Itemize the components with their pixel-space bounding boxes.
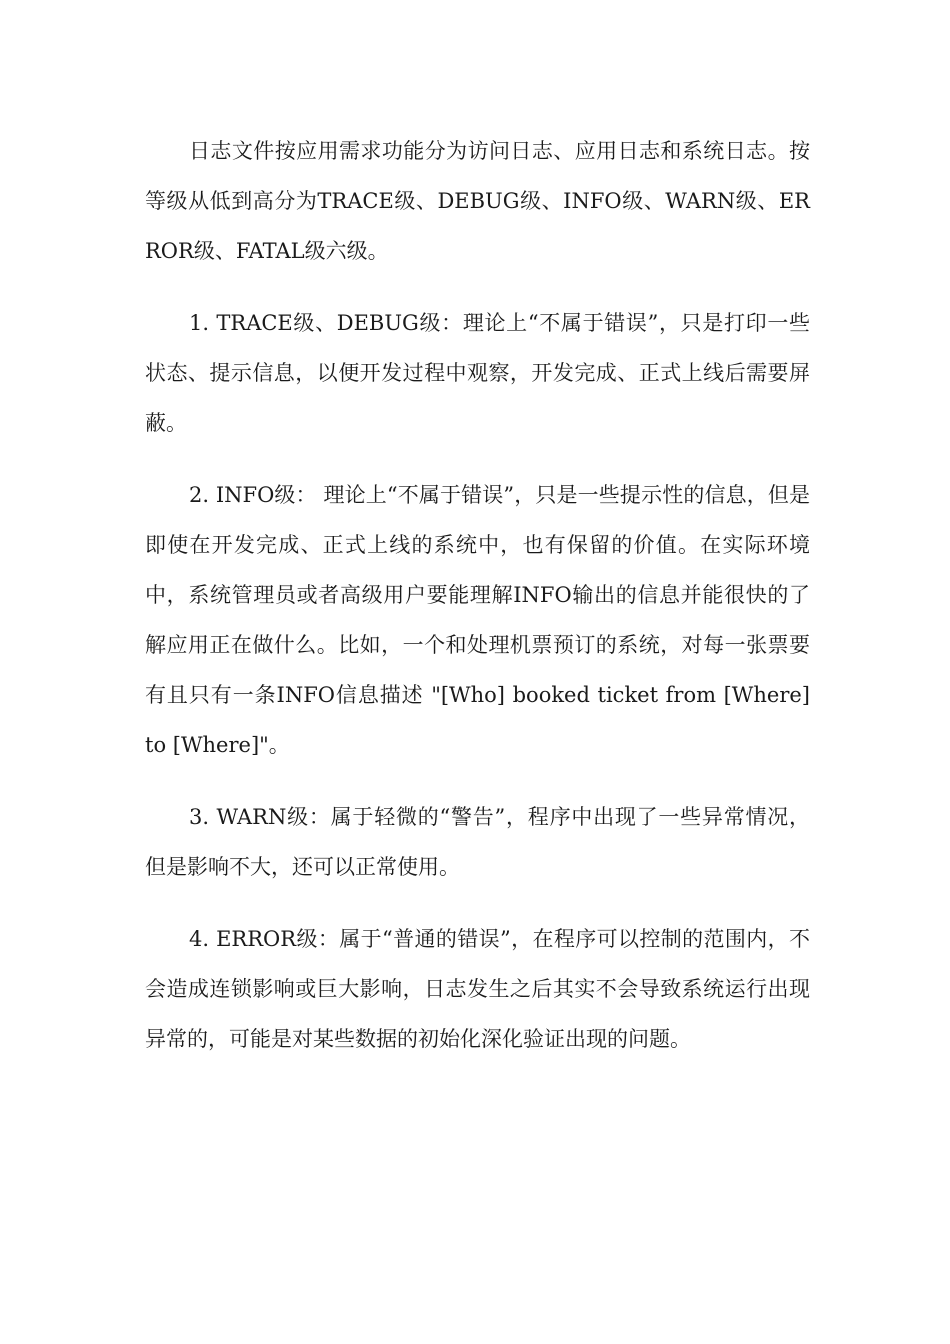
paragraph-trace-debug: 1. TRACE级、DEBUG级：理论上“不属于错误”，只是打印一些状态、提示信息，以便开发过程中观察，开发完成、正式上线后需要屏蔽。 [145,311,810,435]
paragraph-info: 2. INFO级： 理论上“不属于错误”，只是一些提示性的信息，但是即使在开发完成、正式上线的系统中，也有保留的价值。在实际环境中，系统管理员或者高级用户要能理解INFO输出的信息并能很快的了解应用正在做什么。比如，一个和处理机票预订的系统，对每一张票要有且只有一条INFO信息描述 "[Who] booked ticket from [Where] to [Where]"。 [145,483,810,757]
paragraph-intro: 日志文件按应用需求功能分为访问日志、应用日志和系统日志。按等级从低到高分为TRACE级、DEBUG级、INFO级、WARN级、ERROR级、FATAL级六级。 [145,139,810,263]
paragraph-warn: 3. WARN级：属于轻微的“警告”，程序中出现了一些异常情况，但是影响不大，还可以正常使用。 [145,805,810,879]
paragraph-error: 4. ERROR级：属于“普通的错误”，在程序可以控制的范围内，不会造成连锁影响或巨大影响，日志发生之后其实不会导致系统运行出现异常的，可能是对某些数据的初始化深化验证出现的问题。 [145,927,810,1051]
document-body [145,126,810,1064]
